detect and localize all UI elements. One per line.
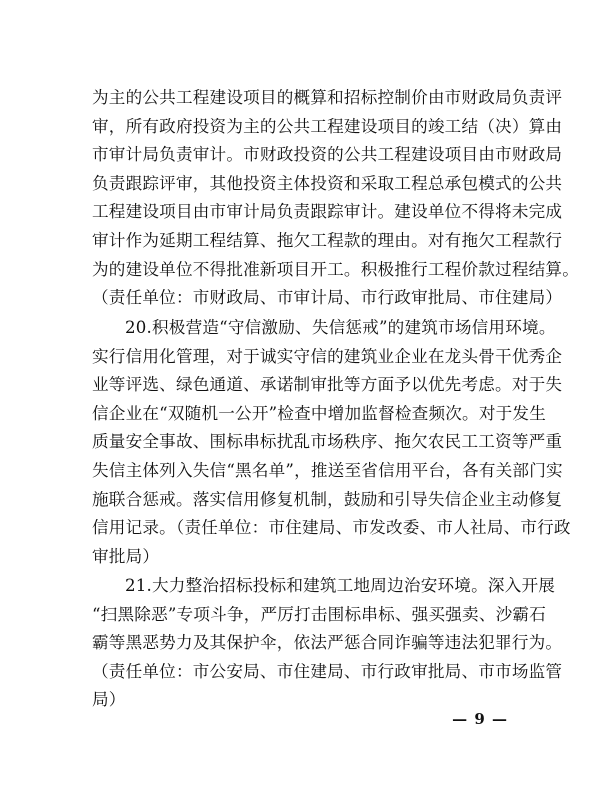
text-line: 霸等黑恶势力及其保护伞，依法严惩合同诈骗等违法犯罪行为。 [92,633,563,653]
paragraph-budget-review [92,84,580,313]
page-number: — 9 — [452,710,508,728]
text-line: 20.积极营造“守信激励、失信惩戒”的建筑市场信用环境。 [125,318,556,337]
text-line: 审计作为延期工程结算、拖欠工程款的理由。对有拖欠工程款行 [92,230,563,250]
text-line: 质量安全事故、围标串标扰乱市场秩序、拖欠农民工工资等严重 [92,432,563,452]
text-line: 信用记录。（责任单位：市住建局、市发改委、市人社局、市行政 [92,518,571,538]
text-line: 局） [92,690,126,710]
paragraph-item-20 [92,314,571,571]
text-line: 审批局） [92,546,160,566]
text-line: 实行信用化管理，对于诚实守信的建筑业企业在龙头骨干优秀企 [92,346,563,366]
text-line: 审，所有政府投资为主的公共工程建设项目的竣工结（决）算由 [92,116,563,136]
text-line: 21.大力整治招标投标和建筑工地周边治安环境。深入开展 [125,576,556,595]
paragraph-item-21 [92,572,563,715]
text-line: 负责跟踪评审，其他投资主体投资和采取工程总承包模式的公共 [92,173,563,193]
text-line: 市审计局负责审计。市财政投资的公共工程建设项目由市财政局 [92,145,563,165]
text-line: 施联合惩戒。落实信用修复机制，鼓励和引导失信企业主动修复 [92,489,563,509]
text-line: 信企业在“双随机一公开”检查中增加监督检查频次。对于发生 [92,403,547,423]
text-line: （责任单位：市公安局、市住建局、市行政审批局、市市场监管 [92,661,563,681]
text-line: “扫黑除恶”专项斗争，严厉打击围标串标、强买强卖、沙霸石 [92,604,547,624]
text-line: 业等评选、绿色通道、承诺制审批等方面予以优先考虑。对于失 [92,375,563,395]
text-line: 失信主体列入失信“黑名单”，推送至省信用平台，各有关部门实 [92,460,563,480]
text-line: 工程建设项目由市审计局负责跟踪审计。建设单位不得将未完成 [92,202,563,222]
text-line: 为主的公共工程建设项目的概算和招标控制价由市财政局负责评 [92,88,563,107]
text-line: （责任单位：市财政局、市审计局、市行政审批局、市住建局） [92,288,563,308]
text-line: 为的建设单位不得批准新项目开工。积极推行工程价款过程结算。 [92,259,580,279]
